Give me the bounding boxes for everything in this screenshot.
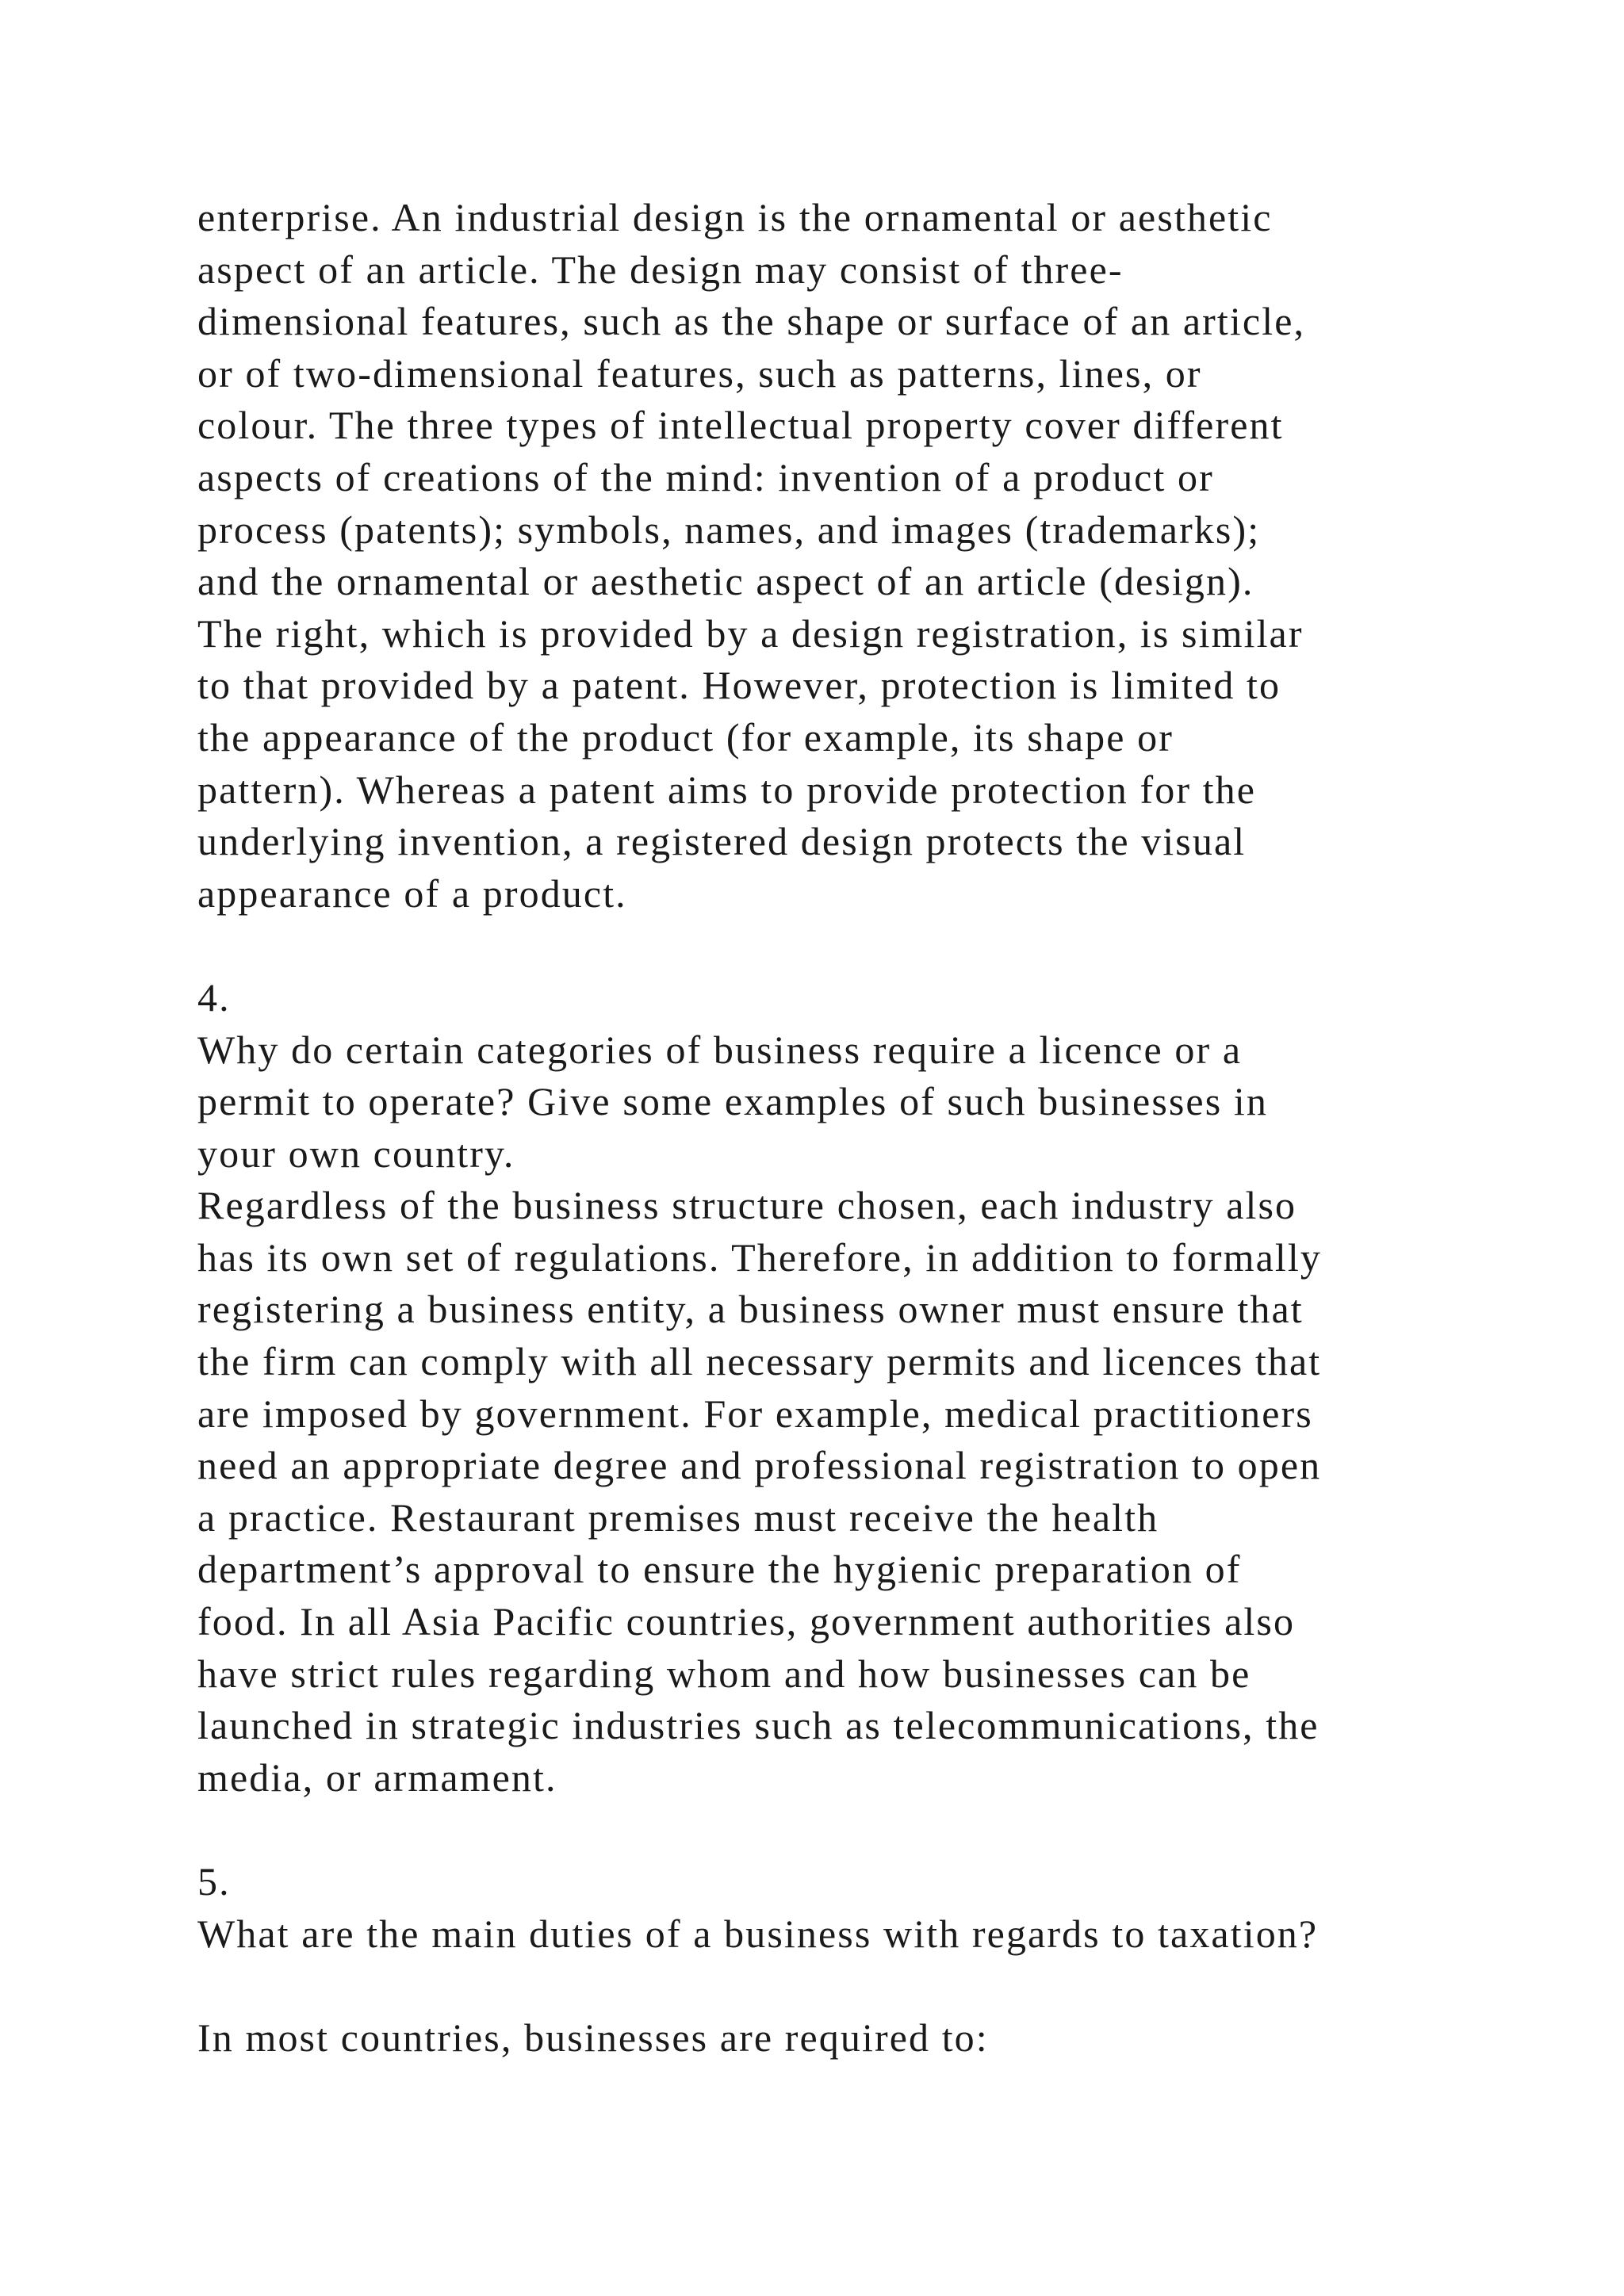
question-5-section: [197, 1856, 1498, 2064]
text-line: appearance of a product.: [197, 871, 627, 916]
text-line: registering a business entity, a business owner must ensure that: [197, 1287, 1304, 1332]
text-line: The right, which is provided by a design registration, is similar: [197, 610, 1304, 656]
text-line: or of two-dimensional features, such as patterns, lines, or: [197, 350, 1202, 396]
text-line: a practice. Restaurant premises must receive the health: [197, 1494, 1159, 1540]
answer-text: [197, 2012, 1498, 2064]
text-line: the appearance of the product (for example, its shape or: [197, 714, 1174, 760]
question-number: 5.: [197, 1859, 231, 1904]
text-line: Regardless of the business structure chosen, each industry also: [197, 1183, 1297, 1228]
text-line: food. In all Asia Pacific countries, government authorities also: [197, 1599, 1296, 1644]
text-line: need an appropriate degree and professional registration to open: [197, 1443, 1322, 1488]
question-number: 4.: [197, 974, 231, 1020]
paragraph-industrial-design: [197, 192, 1498, 920]
text-line: are imposed by government. For example, medical practitioners: [197, 1391, 1313, 1436]
paragraph-spacer: [197, 920, 1498, 972]
text-line: underlying invention, a registered design protects the visual: [197, 819, 1247, 864]
answer-text: [197, 1180, 1498, 1804]
text-line: department’s approval to ensure the hygienic preparation of: [197, 1547, 1242, 1592]
paragraph-spacer: [197, 1804, 1498, 1856]
text-line: dimensional features, such as the shape or surface of an article,: [197, 299, 1306, 344]
question-text: [197, 1024, 1498, 1181]
text-line: pattern). Whereas a patent aims to provide protection for the: [197, 767, 1257, 812]
text-line: Why do certain categories of business require a licence or a: [197, 1027, 1243, 1072]
question-4-section: [197, 972, 1498, 1804]
text-line: and the ornamental or aesthetic aspect of an article (design).: [197, 559, 1254, 604]
question-text: [197, 1908, 1498, 1961]
document-body: [197, 192, 1498, 2064]
text-line: What are the main duties of a business with regards to taxation?: [197, 1911, 1319, 1956]
paragraph-spacer: [197, 1960, 1498, 2012]
text-line: aspects of creations of the mind: invention of a product or: [197, 454, 1214, 499]
text-line: the firm can comply with all necessary permits and licences that: [197, 1339, 1322, 1384]
text-line: your own country.: [197, 1131, 515, 1176]
text-line: have strict rules regarding whom and how businesses can be: [197, 1651, 1251, 1696]
text-line: aspect of an article. The design may consist of three-: [197, 247, 1124, 292]
text-line: process (patents); symbols, names, and images (trademarks);: [197, 507, 1261, 552]
text-line: permit to operate? Give some examples of such businesses in: [197, 1079, 1268, 1124]
text-line: media, or armament.: [197, 1755, 557, 1800]
text-line: to that provided by a patent. However, protection is limited to: [197, 663, 1281, 708]
text-line: In most countries, businesses are required to:: [197, 2015, 989, 2060]
text-line: colour. The three types of intellectual property cover different: [197, 403, 1284, 448]
text-line: enterprise. An industrial design is the ornamental or aesthetic: [197, 195, 1273, 239]
text-line: launched in strategic industries such as telecommunications, the: [197, 1703, 1320, 1748]
text-line: has its own set of regulations. Therefore, in addition to formally: [197, 1234, 1322, 1280]
